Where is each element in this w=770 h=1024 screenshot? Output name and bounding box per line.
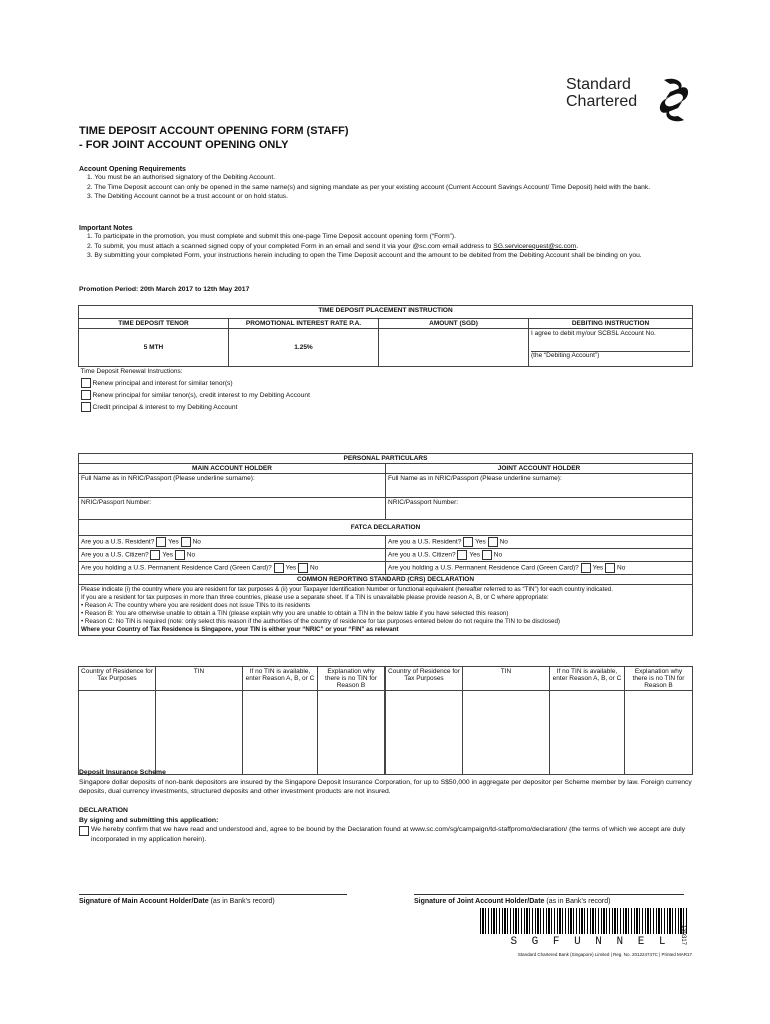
checkbox[interactable] bbox=[81, 390, 91, 400]
form-code: 130317 bbox=[680, 925, 686, 946]
renew-label: Renew principal and interest for similar tenor(s) bbox=[92, 380, 233, 387]
fullname-label: Full Name as in NRIC/Passport (Please underline surname): bbox=[81, 475, 255, 482]
crs-col-country: Country of Residence for Tax Purposes bbox=[386, 667, 463, 691]
title-line1: TIME DEPOSIT ACCOUNT OPENING FORM (STAFF) bbox=[79, 125, 349, 137]
crs-cell[interactable] bbox=[243, 691, 318, 775]
joint-q1 bbox=[386, 536, 693, 549]
main-fullname-field[interactable] bbox=[79, 474, 386, 498]
main-signature-label bbox=[79, 898, 275, 905]
joint-q2 bbox=[386, 549, 693, 562]
yes-checkbox[interactable] bbox=[457, 550, 467, 560]
yes-label: Yes bbox=[469, 551, 480, 559]
sig-suffix: (as in Bank’s record) bbox=[210, 898, 275, 905]
crs-col-tin: TIN bbox=[156, 667, 243, 691]
crs-reason-a: • Reason A: The country where you are resident does not issue TINs to its residents bbox=[81, 602, 311, 609]
no-checkbox[interactable] bbox=[482, 550, 492, 560]
crs-cell[interactable] bbox=[625, 691, 693, 775]
crs-text: Please indicate (i) the country where you are resident for tax purposes & (ii) your Taxpayer Identification Number or functional equivalent (hereafter referred to as “TIN”) for each country indicated. bbox=[81, 586, 613, 593]
declaration-heading: DECLARATION bbox=[79, 807, 128, 814]
declaration-sub: By signing and submitting this application: bbox=[79, 816, 219, 824]
placement-heading: TIME DEPOSIT PLACEMENT INSTRUCTION bbox=[79, 306, 693, 319]
rate-value: 1.25% bbox=[229, 329, 379, 367]
account-number-field[interactable] bbox=[531, 337, 690, 352]
renew-option-3[interactable] bbox=[81, 402, 691, 414]
renew-label: Credit principal & interest to my Debiting Account bbox=[92, 404, 238, 411]
no-label: No bbox=[186, 551, 196, 559]
fatca-q-label: Are you holding a U.S. Permanent Residence Card (Green Card)? bbox=[388, 564, 579, 572]
requirement-item: 3. The Debiting Account cannot be a trust account or on hold status. bbox=[87, 193, 288, 200]
crs-text: If you are a resident for tax purposes in more than three countries, please use a separate sheet. If a TIN is unavailable please provide reason A, B, or C where appropriate: bbox=[81, 594, 549, 601]
yes-label: Yes bbox=[285, 564, 297, 572]
crs-instructions bbox=[79, 585, 693, 636]
main-nric-field[interactable] bbox=[79, 498, 386, 520]
checkbox[interactable] bbox=[81, 378, 91, 388]
joint-signature-line[interactable] bbox=[414, 894, 684, 895]
crs-cell[interactable] bbox=[156, 691, 243, 775]
renewal-cell bbox=[79, 367, 693, 416]
crs-cell[interactable] bbox=[550, 691, 625, 775]
crs-cell[interactable] bbox=[79, 691, 156, 775]
form-title bbox=[79, 124, 349, 152]
declaration-text: We hereby confirm that we have read and understood and, agree to be bound by the Declaration found at www.sc.com/sg/campaign/td-staffpromo/declaration/ (the terms of which we accept are duly incorporated in my application herein). bbox=[91, 826, 686, 843]
fatca-q-label: Are you a U.S. Citizen? bbox=[81, 551, 149, 559]
fullname-label: Full Name as in NRIC/Passport (Please underline surname): bbox=[388, 475, 562, 482]
crs-joint-grid bbox=[385, 666, 693, 775]
declaration-checkbox[interactable] bbox=[79, 826, 89, 836]
no-label: No bbox=[310, 564, 319, 572]
notes-section bbox=[79, 225, 699, 261]
crs-col-tin: TIN bbox=[463, 667, 550, 691]
barcode-text: S G F U N N E L bbox=[510, 936, 670, 948]
yes-label: Yes bbox=[168, 538, 179, 546]
joint-nric-field[interactable] bbox=[386, 498, 693, 520]
col-rate: PROMOTIONAL INTEREST RATE P.A. bbox=[229, 319, 379, 329]
yes-label: Yes bbox=[162, 551, 173, 559]
no-checkbox[interactable] bbox=[488, 537, 498, 547]
nric-label: NRIC/Passport Number: bbox=[81, 499, 152, 506]
sig-joint-text: Signature of Joint Account Holder/Date bbox=[414, 898, 545, 905]
promotion-period: Promotion Period: 20th March 2017 to 12th May 2017 bbox=[79, 286, 250, 293]
amount-field[interactable] bbox=[379, 329, 529, 367]
main-holder-heading: MAIN ACCOUNT HOLDER bbox=[79, 464, 386, 474]
renew-option-1[interactable] bbox=[81, 378, 691, 390]
title-line2: - FOR JOINT ACCOUNT OPENING ONLY bbox=[79, 139, 289, 151]
requirement-item: 2. The Time Deposit account can only be opened in the same name(s) and signing mandate as per your existing account (Current Account Savings Account/ Time Deposit) held with the bank. bbox=[87, 183, 651, 191]
bank-logo bbox=[566, 76, 691, 124]
col-tenor: TIME DEPOSIT TENOR bbox=[79, 319, 229, 329]
placement-table bbox=[78, 305, 693, 415]
tenor-value: 5 MTH bbox=[79, 329, 229, 367]
yes-checkbox[interactable] bbox=[156, 537, 166, 547]
sig-suffix: (as in Bank’s record) bbox=[546, 898, 611, 905]
crs-reason-b: • Reason B: You are otherwise unable to obtain a TIN (please explain why you are unable to obtain a TIN in the below table if you have selected this reason) bbox=[81, 610, 509, 617]
joint-fullname-field[interactable] bbox=[386, 474, 693, 498]
joint-signature-label bbox=[414, 898, 610, 905]
requirement-item: 1. You must be an authorised signatory of the Debiting Account. bbox=[87, 174, 276, 181]
renew-option-2[interactable] bbox=[81, 390, 691, 402]
no-label: No bbox=[499, 538, 508, 546]
notes-heading: Important Notes bbox=[79, 225, 133, 232]
crs-cell[interactable] bbox=[386, 691, 463, 775]
note-item-text: 2. To submit, you must attach a scanned signed copy of your completed Form in an email and send it via your @sc.com email address to bbox=[87, 242, 492, 250]
no-checkbox[interactable] bbox=[175, 550, 185, 560]
crs-cell[interactable] bbox=[318, 691, 385, 775]
crs-singapore-note: Where your Country of Tax Residence is Singapore, your TIN is either your “NRIC” or your “FIN” as relevant bbox=[81, 626, 399, 633]
col-debiting: DEBITING INSTRUCTION bbox=[529, 319, 693, 329]
no-label: No bbox=[493, 551, 503, 559]
col-amount: AMOUNT (SGD) bbox=[379, 319, 529, 329]
sig-main-text: Signature of Main Account Holder/Date bbox=[79, 898, 209, 905]
yes-checkbox[interactable] bbox=[463, 537, 473, 547]
main-signature-line[interactable] bbox=[79, 894, 347, 895]
joint-holder-heading: JOINT ACCOUNT HOLDER bbox=[386, 464, 693, 474]
checkbox[interactable] bbox=[81, 402, 91, 412]
crs-reason-c: • Reason C: No TIN is required (note: only select this reason if the authorities of the country of residence for tax purposes entered below do not require the TIN to be disclosed) bbox=[81, 618, 560, 625]
debiting-cell[interactable] bbox=[529, 329, 693, 367]
main-q3 bbox=[79, 562, 386, 575]
yes-checkbox[interactable] bbox=[581, 563, 591, 573]
logo-line2: Chartered bbox=[566, 93, 638, 110]
no-label: No bbox=[617, 564, 626, 572]
note-item: 2. To submit, you must attach a scanned signed copy of your completed Form in an email and send it via your @sc.com email address to SG.servicerequest@sc.com. bbox=[87, 242, 579, 250]
logo-line1: Standard bbox=[566, 76, 631, 93]
crs-col-country: Country of Residence for Tax Purposes bbox=[79, 667, 156, 691]
declaration-section bbox=[79, 806, 694, 844]
personal-heading: PERSONAL PARTICULARS bbox=[79, 454, 693, 464]
requirements-heading: Account Opening Requirements bbox=[79, 166, 186, 173]
crs-col-explanation: Explanation why there is no TIN for Reason B bbox=[625, 667, 693, 691]
fatca-heading: FATCA DECLARATION bbox=[79, 520, 693, 536]
fatca-q-label: Are you a U.S. Resident? bbox=[81, 538, 155, 546]
insurance-text: Singapore dollar deposits of non-bank depositors are insured by the Singapore Deposit Insurance Corporation, for up to S$50,000 in aggregate per depositor per Scheme member by law. Foreign currency deposits, dual currency investments, structured deposits and other investment products are not insured. bbox=[79, 778, 692, 795]
renewal-heading: Time Deposit Renewal Instructions: bbox=[80, 368, 183, 375]
crs-col-explanation: Explanation why there is no TIN for Reason B bbox=[318, 667, 385, 691]
no-label: No bbox=[192, 538, 201, 546]
declaration-option[interactable] bbox=[79, 825, 694, 844]
joint-q3 bbox=[386, 562, 693, 575]
fatca-q-label: Are you holding a U.S. Permanent Residence Card (Green Card)? bbox=[81, 564, 272, 572]
no-checkbox[interactable] bbox=[298, 563, 308, 573]
crs-heading: COMMON REPORTING STANDARD (CRS) DECLARATION bbox=[79, 575, 693, 585]
crs-cell[interactable] bbox=[463, 691, 550, 775]
note-item: 3. By submitting your completed Form, your instructions herein including to open the Time Deposit account and the amount to be debited from the Debiting Account shall be binding on you. bbox=[87, 252, 642, 259]
yes-checkbox[interactable] bbox=[150, 550, 160, 560]
fatca-q-label: Are you a U.S. Resident? bbox=[388, 538, 462, 546]
personal-table bbox=[78, 453, 693, 636]
yes-label: Yes bbox=[475, 538, 486, 546]
footer-text: Standard Chartered Bank (Singapore) Limited | Reg. No. 201224747C | Printed MAR17 bbox=[517, 952, 692, 957]
debit-note: (the “Debiting Account”) bbox=[531, 352, 600, 359]
yes-label: Yes bbox=[592, 564, 604, 572]
service-email-link[interactable]: SG.servicerequest@sc.com bbox=[493, 242, 577, 250]
main-q2 bbox=[79, 549, 386, 562]
debit-text: I agree to debit my/our SCBSL Account No. bbox=[531, 330, 656, 337]
crs-col-reason: If no TIN is available, enter Reason A, B, or C bbox=[243, 667, 318, 691]
main-q1 bbox=[79, 536, 386, 549]
nric-label: NRIC/Passport Number: bbox=[388, 499, 459, 506]
renew-label: Renew principal for similar tenor(s), credit interest to my Debiting Account bbox=[92, 392, 310, 399]
logo-text bbox=[566, 76, 637, 110]
fatca-q-label: Are you a U.S. Citizen? bbox=[388, 551, 456, 559]
barcode bbox=[480, 908, 688, 934]
crs-col-reason: If no TIN is available, enter Reason A, B, or C bbox=[550, 667, 625, 691]
no-checkbox[interactable] bbox=[181, 537, 191, 547]
insurance-heading: Deposit Insurance Scheme bbox=[79, 769, 166, 776]
yes-checkbox[interactable] bbox=[274, 563, 284, 573]
note-item: 1. To participate in the promotion, you must complete and submit this one-page Time Deposit account opening form (“Form”). bbox=[87, 233, 456, 240]
no-checkbox[interactable] bbox=[605, 563, 615, 573]
requirements-section bbox=[79, 166, 699, 202]
crs-main-grid bbox=[78, 666, 385, 775]
insurance-section bbox=[79, 768, 694, 797]
logo-mark-icon bbox=[658, 76, 690, 124]
